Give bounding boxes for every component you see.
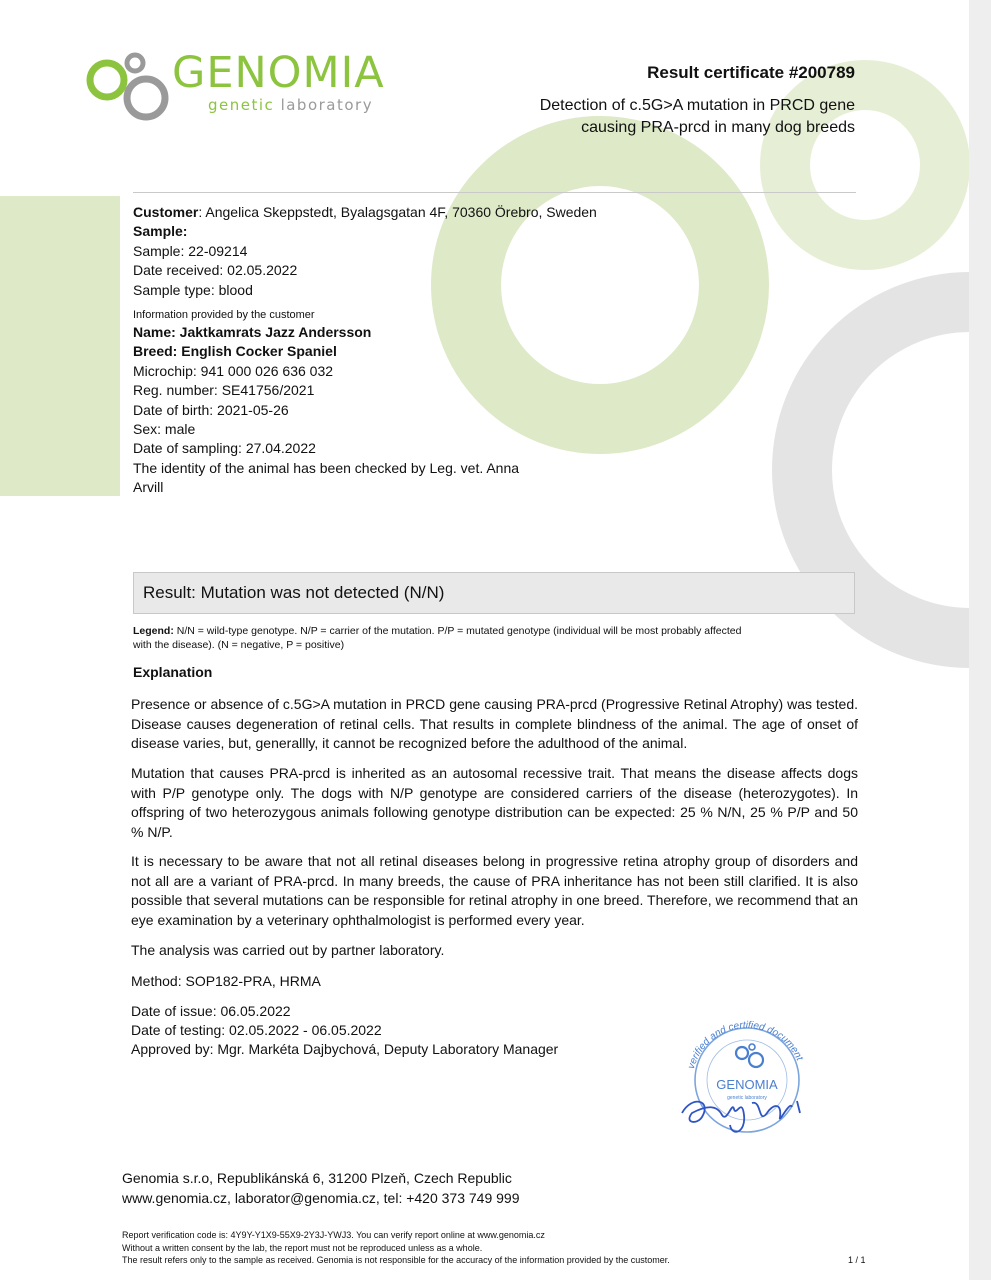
date-of-issue: Date of issue: 06.05.2022 <box>131 1003 291 1019</box>
disclaimer: The result refers only to the sample as received. Genomia is not responsible for the accuracy of the information provided by the customer. <box>122 1255 670 1265</box>
date-of-testing: Date of testing: 02.05.2022 - 06.05.2022 <box>131 1022 382 1038</box>
customer-line: Customer: Angelica Skeppstedt, Byalagsgatan 4F, 70360 Örebro, Sweden <box>133 204 597 220</box>
sample-info <box>133 203 597 498</box>
svg-text:GENOMIA: GENOMIA <box>716 1077 778 1092</box>
svg-text:verified and certified documen: verified and certified document <box>686 1019 805 1071</box>
identity-check: The identity of the animal has been checked by Leg. vet. Anna <box>133 459 520 476</box>
customer-info-note: Information provided by the customer <box>133 309 315 322</box>
svg-text:genetic laboratory: genetic laboratory <box>727 1095 767 1101</box>
certificate-subtitle: Detection of c.5G>A mutation in PRCD gene causing PRA-prcd in many dog breeds <box>539 97 855 136</box>
sex: Sex: male <box>133 421 196 438</box>
explanation-title: Explanation <box>133 664 213 680</box>
green-side-bar <box>0 196 120 496</box>
sample-type: Sample type: blood <box>133 281 253 298</box>
footer-address: Genomia s.r.o, Republikánská 6, 31200 Plzeň, Czech Republic www.genomia.cz, laborator@genomia.cz, tel: +420 373 749 999 <box>122 1170 520 1206</box>
sample-number: Sample: 22-09214 <box>133 242 248 259</box>
date-received: Date received: 02.05.2022 <box>133 262 298 279</box>
header-divider <box>133 192 856 193</box>
method: Method: SOP182-PRA, HRMA <box>131 973 321 989</box>
sample-heading: Sample: <box>133 223 188 240</box>
approved-by: Approved by: Mgr. Markéta Dajbychová, Deputy Laboratory Manager <box>131 1041 559 1057</box>
result-text: Result: Mutation was not detected (N/N) <box>143 583 445 602</box>
date-of-sampling: Date of sampling: 27.04.2022 <box>133 440 316 457</box>
logo-wordmark: GENOMIA <box>172 48 385 98</box>
result-box <box>133 572 855 614</box>
footer-notes <box>122 1229 670 1267</box>
date-of-birth: Date of birth: 2021-05-26 <box>133 401 289 418</box>
reg-number: Reg. number: SE41756/2021 <box>133 382 315 399</box>
logo-subtitle: genetic laboratory <box>208 96 374 114</box>
consent-note: Without a written consent by the lab, the report must not be reproduced unless as a whole. <box>122 1242 483 1253</box>
explanation-paragraph-3: It is necessary to be aware that not all retinal diseases belong in progressive retina atrophy group of disorders and not all are a variant of PRA-prcd. In many breeds, the cause of PRA inheritance has not been still clarified. It is also possible that several mutations can be responsible for retinal atrophy in one breed. Therefore, we recommend that an eye examination by a veterinary ophthalmologist is performed every year. <box>131 853 858 928</box>
viewer-margin <box>969 0 991 1280</box>
verification-code: Report verification code is: 4Y9Y-Y1X9-55X9-2Y3J-YWJ3. You can verify report online at www.genomia.cz <box>122 1230 545 1240</box>
partner-lab-note: The analysis was carried out by partner laboratory. <box>131 942 445 958</box>
page-number: 1 / 1 <box>848 1255 866 1265</box>
animal-breed: Breed: English Cocker Spaniel <box>133 343 337 360</box>
explanation-paragraph-2: Mutation that causes PRA-prcd is inherited as an autosomal recessive trait. That means the disease affects dogs with P/P genotype only. The dogs with N/P genotype are considered carriers of the disease (heterozygotes). In offspring of two heterozygous animals following genotype distribution can be expected: 25 % N/N, 25 % P/P and 50 % N/P. <box>131 765 858 840</box>
certificate-title: Result certificate #200789 <box>647 63 855 82</box>
certification-stamp <box>672 1005 822 1155</box>
identity-check-cont: Arvill <box>133 479 164 496</box>
signature <box>682 1101 800 1132</box>
microchip: Microchip: 941 000 026 636 032 <box>133 362 334 379</box>
animal-name: Name: Jaktkamrats Jazz Andersson <box>133 324 372 341</box>
legend: Legend: N/N = wild-type genotype. N/P = carrier of the mutation. P/P = mutated genotype (individual will be most probably affected with the disease). (N = negative, P = positive) <box>133 625 742 651</box>
explanation-paragraph-1: Presence or absence of c.5G>A mutation in PRCD gene causing PRA-prcd (Progressive Retinal Atrophy) was tested. Disease causes degeneration of retinal cells. That results in complete blindness of the animal. The age of onset of disease varies, but, generallly, it cannot be recognized before the adulthood of the animal. <box>131 696 858 751</box>
